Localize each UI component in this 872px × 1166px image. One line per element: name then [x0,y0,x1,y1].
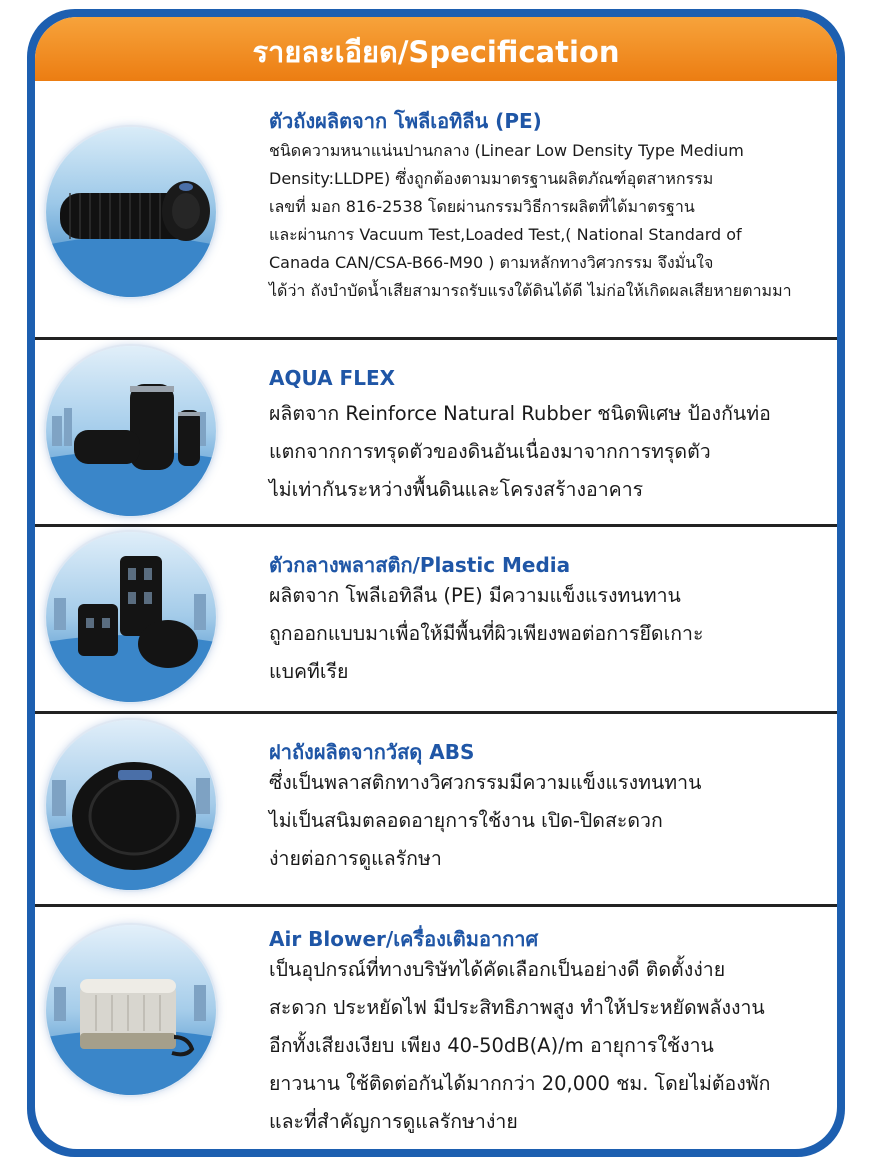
plastic-media-image [46,532,216,702]
description-line: และผ่านการ Vacuum Test,Loaded Test,( National Standard of [269,225,742,244]
section-title: ตัวกลางพลาสติก/Plastic Media [269,553,571,577]
section-description [269,137,792,305]
page-title: รายละเอียด/Specification [35,17,837,81]
description-line: Canada CAN/CSA-B66-M90 ) ตามหลักทางวิศวกรรม จึงมั่นใจ [269,253,714,272]
description-line: และที่สำคัญการดูแลรักษาง่าย [269,1110,518,1133]
description-line: แตกจากการทรุดตัวของดินอันเนื่องมาจากการทรุดตัว [269,440,711,463]
description-line: ผลิตจาก Reinforce Natural Rubber ชนิดพิเศษ ป้องกันท่อ [269,402,771,425]
description-line: อีกทั้งเสียงเงียบ เพียง 40-50dB(A)/m อายุการใช้งาน [269,1034,714,1057]
description-line: ยาวนาน ใช้ติดต่อกันได้มากกว่า 20,000 ชม. โดยไม่ต้องพัก [269,1072,771,1095]
section-description [269,951,770,1141]
description-line: ไม่เท่ากันระหว่างพื้นดินและโครงสร้างอาคาร [269,478,644,501]
section-description [269,395,771,509]
section-abs-lid [35,711,837,907]
air-blower-image [46,925,216,1095]
description-line: แบคทีเรีย [269,660,349,683]
section-title: ฝาถังผลิตจากวัสดุ ABS [269,740,475,764]
description-line: เป็นอุปกรณ์ที่ทางบริษัทได้คัดเลือกเป็นอย่างดี ติดตั้งง่าย [269,958,726,981]
description-line: Density:LLDPE) ซึ่งถูกต้องตามมาตรฐานผลิตภัณฑ์อุตสาหกรรม [269,169,714,188]
description-line: ซึ่งเป็นพลาสติกทางวิศวกรรมมีความแข็งแรงทนทาน [269,771,702,794]
section-description [269,577,703,691]
description-line: ไม่เป็นสนิมตลอดอายุการใช้งาน เปิด-ปิดสะดวก [269,809,663,832]
rubber-coupling-image [46,346,216,516]
specification-panel [35,17,837,1149]
description-line: ผลิตจาก โพลีเอทิลีน (PE) มีความแข็งแรงทนทาน [269,584,681,607]
section-tank [35,81,837,337]
section-title: ตัวถังผลิตจาก โพลีเอทิลีน (PE) [269,109,542,133]
description-line: สะดวก ประหยัดไฟ มีประสิทธิภาพสูง ทำให้ประหยัดพลังงาน [269,996,765,1019]
section-description [269,764,701,878]
description-line: ถูกออกแบบมาเพื่อให้มีพื้นที่ผิวเพียงพอต่อการยึดเกาะ [269,622,704,645]
description-line: ได้ว่า ถังบำบัดน้ำเสียสามารถรับแรงใต้ดินได้ดี ไม่ก่อให้เกิดผลเสียหายตามมา [269,281,792,300]
section-title: Air Blower/เครื่องเติมอากาศ [269,927,539,951]
description-line: ง่ายต่อการดูแลรักษา [269,847,442,870]
description-line: ชนิดความหนาแน่นปานกลาง (Linear Low Density Type Medium [269,141,744,160]
septic-tank-image [46,127,216,297]
section-aqua-flex [35,337,837,527]
specification-card [27,9,845,1157]
description-line: เลขที่ มอก 816-2538 โดยผ่านกรรมวิธีการผลิตที่ได้มาตรฐาน [269,197,695,216]
section-plastic-media [35,524,837,714]
section-title: AQUA FLEX [269,366,396,390]
tank-lid-image [46,720,216,890]
section-air-blower [35,904,837,1149]
